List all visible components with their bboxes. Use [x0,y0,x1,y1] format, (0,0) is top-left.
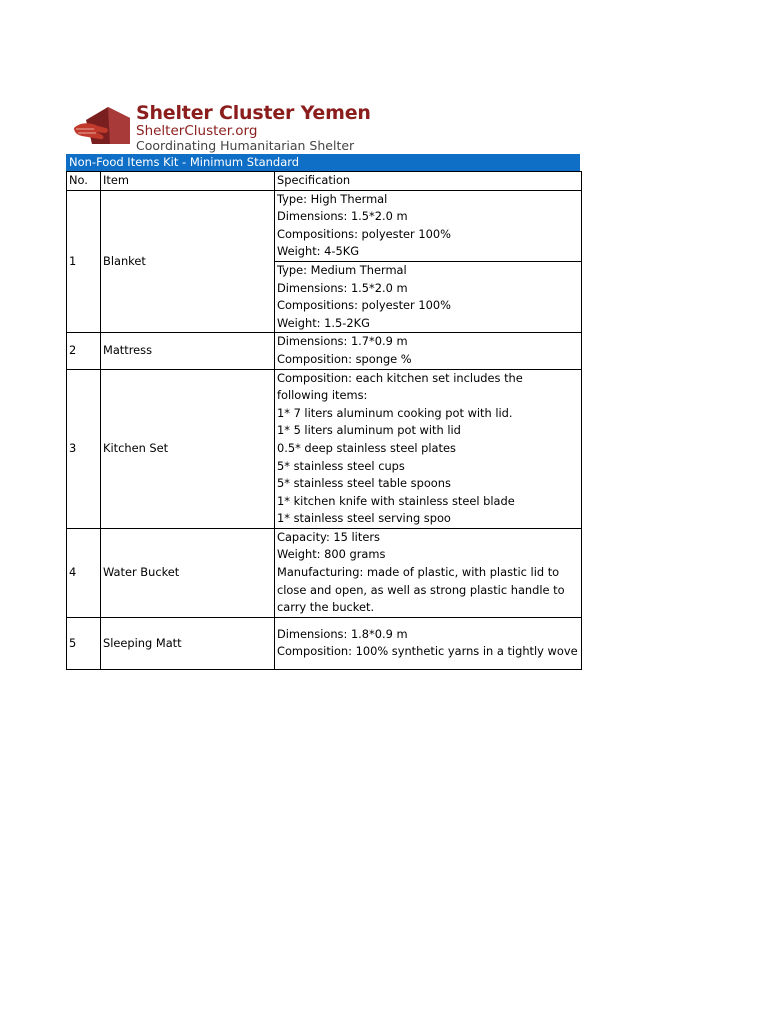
spec-line: Composition: sponge % [277,351,412,366]
spec-line: Dimensions: 1.5*2.0 m [277,280,408,295]
spec-line: Dimensions: 1.7*0.9 m [277,334,408,349]
spec-line: following items: [277,388,368,403]
row-specification [275,369,582,528]
spec-line: Weight: 4-5KG [277,244,360,259]
logo-title: Shelter Cluster Yemen [136,102,371,124]
spec-line: 1* stainless steel serving spoo [277,511,451,526]
table-row [67,190,582,261]
row-number: 1 [67,190,101,333]
table-row [67,333,582,369]
spec-line: 0.5* deep stainless steel plates [277,440,456,455]
table-row [67,528,582,617]
row-item: Kitchen Set [101,369,275,528]
row-item: Water Bucket [101,528,275,617]
row-specification [275,617,582,669]
spec-line: 5* stainless steel table spoons [277,476,451,491]
spec-line: Weight: 1.5-2KG [277,315,370,330]
nfi-spec-table [66,171,582,670]
header-no: No. [67,172,101,191]
row-number: 4 [67,528,101,617]
row-item: Mattress [101,333,275,369]
spec-line: Type: High Thermal [277,191,388,206]
spec-line: 1* 7 liters aluminum cooking pot with lid. [277,405,513,420]
spec-line: Weight: 800 grams [277,547,386,562]
spec-line: 1* kitchen knife with stainless steel blade [277,493,515,508]
table-header-row [67,172,582,191]
row-specification [275,261,582,332]
kit-title-banner: Non-Food Items Kit - Minimum Standard [66,154,580,171]
spec-line: Compositions: polyester 100% [277,226,451,241]
house-hand-logo-icon [72,104,132,146]
spec-line: 1* 5 liters aluminum pot with lid [277,423,461,438]
row-specification [275,190,582,261]
table-row [67,369,582,528]
spec-line: close and open, as well as strong plastic handle to [277,582,565,597]
logo-tagline: Coordinating Humanitarian Shelter [136,138,355,153]
spec-line: Dimensions: 1.8*0.9 m [277,626,408,641]
spec-line: carry the bucket. [277,600,375,615]
row-specification [275,528,582,617]
row-number: 5 [67,617,101,669]
row-specification [275,333,582,369]
spec-line: Capacity: 15 liters [277,529,380,544]
spec-line: Composition: each kitchen set includes the [277,370,523,385]
row-number: 3 [67,369,101,528]
header-item: Item [101,172,275,191]
row-item: Blanket [101,190,275,333]
spec-line: Dimensions: 1.5*2.0 m [277,209,408,224]
logo-site: ShelterCluster.org [136,123,258,139]
table-row [67,617,582,669]
spec-line: Manufacturing: made of plastic, with plastic lid to [277,565,560,580]
spec-line: Compositions: polyester 100% [277,298,451,313]
row-item: Sleeping Matt [101,617,275,669]
spec-line: Type: Medium Thermal [277,262,407,277]
spec-line: 5* stainless steel cups [277,458,405,473]
spec-line: Composition: 100% synthetic yarns in a tightly wove [277,644,578,659]
row-number: 2 [67,333,101,369]
header-specification: Specification [275,172,582,191]
shelter-cluster-logo [72,100,372,152]
